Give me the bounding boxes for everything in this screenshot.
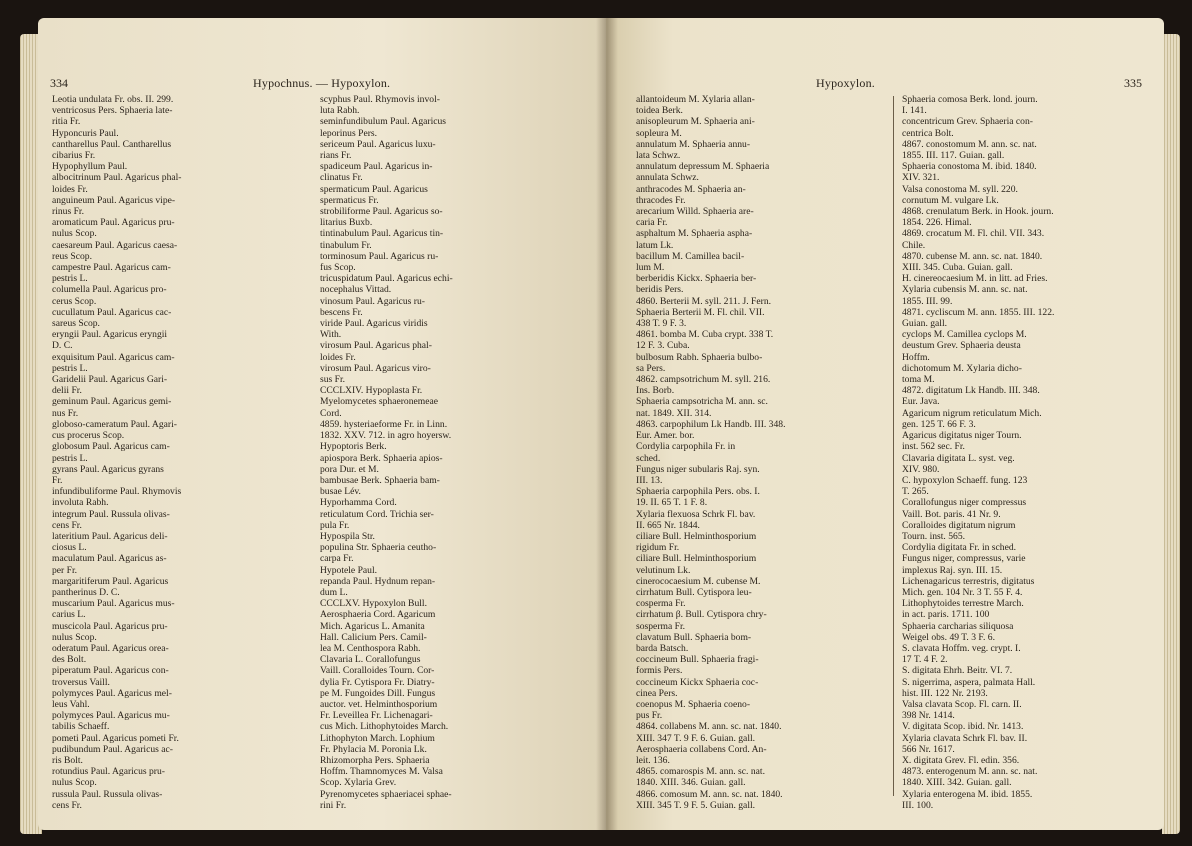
text-line: in act. paris. 1711. 100 — [902, 609, 990, 621]
text-line: Hypotele Paul. — [320, 564, 378, 576]
text-line: Agaricus digitatus niger Tourn. — [902, 430, 1022, 442]
text-line: rotundius Paul. Agaricus pru- — [52, 766, 165, 778]
text-line: sareus Scop. — [52, 318, 100, 330]
text-line: per Fr. — [52, 564, 78, 576]
text-line: Hypoptoris Berk. — [320, 441, 387, 453]
text-line: repanda Paul. Hydnum repan- — [320, 575, 436, 587]
text-line: sa Pers. — [636, 362, 666, 374]
text-line: seminfundibulum Paul. Agaricus — [320, 116, 447, 128]
text-line: CCCLXIV. Hypoplasta Fr. — [320, 385, 423, 397]
text-line: 566 Nr. 1617. — [902, 743, 955, 755]
left-page-number: 334 — [50, 76, 68, 90]
text-line: XIII. 347 T. 9 F. 6. Guian. gall. — [636, 732, 756, 744]
text-line: Xylaria enterogena M. ibid. 1855. — [902, 788, 1033, 800]
text-line: nulus Scop. — [52, 631, 97, 643]
text-line: Valsa conostoma M. syll. 220. — [902, 183, 1018, 195]
text-line: annulatum depressum M. Sphaeria — [636, 161, 770, 173]
text-line: Hypophyllum Paul. — [52, 161, 128, 173]
text-line: cerus Scop. — [52, 295, 97, 307]
text-line: Hyporhamma Cord. — [320, 497, 397, 509]
text-line: Agaricum nigrum reticulatum Mich. — [902, 407, 1042, 419]
text-line: busae Lév. — [320, 486, 361, 498]
text-line: nat. 1849. XII. 314. — [636, 407, 712, 419]
text-line: eryngii Paul. Agaricus eryngii — [52, 329, 168, 341]
text-line: pula Fr. — [320, 519, 350, 531]
text-line: 4859. hysteriaeforme Fr. in Linn. — [320, 418, 448, 430]
text-line: XIV. 321. — [902, 172, 940, 184]
text-line: Hoffm. Thamnomyces M. Valsa — [320, 766, 443, 778]
text-line: H. cinereocaesium M. in litt. ad Fries. — [902, 273, 1048, 285]
text-line: cens Fr. — [52, 799, 82, 811]
text-line: ritia Fr. — [52, 116, 81, 128]
text-line: spermaticus Fr. — [320, 194, 379, 206]
text-line: Lithophyton March. Lophium — [320, 732, 435, 744]
text-line: viride Paul. Agaricus viridis — [320, 318, 428, 330]
text-line: Xylaria clavata Schrk Fl. bav. II. — [902, 732, 1028, 744]
text-line: Vaill. Coralloides Tourn. Cor- — [320, 665, 435, 677]
text-line: thracodes Fr. — [636, 194, 686, 206]
text-line: pe M. Fungoides Dill. Fungus — [320, 687, 436, 699]
text-line: muscarium Paul. Agaricus mus- — [52, 598, 175, 610]
text-line: ciliare Bull. Helminthosporium — [636, 530, 757, 542]
text-line: 1855. III. 117. Guian. gall. — [902, 150, 1005, 162]
text-line: 4873. enterogenum M. ann. sc. nat. — [902, 766, 1038, 778]
text-line: cinea Pers. — [636, 687, 678, 699]
text-line: bulbosum Rabh. Sphaeria bulbo- — [636, 351, 763, 363]
text-line: 4863. carpophilum Lk Handb. III. 348. — [636, 418, 786, 430]
text-line: Lichenagaricus terrestris, digitatus — [902, 575, 1035, 587]
text-line: coccineum Kickx Sphaeria coc- — [636, 676, 759, 688]
text-line: sus Fr. — [320, 374, 346, 386]
text-line: reus Scop. — [52, 250, 92, 262]
right-page — [606, 18, 1164, 830]
text-line: Valsa clavata Scop. Fl. carn. II. — [902, 698, 1022, 710]
text-line: toma M. — [902, 374, 935, 386]
text-line: velutinum Lk. — [636, 564, 691, 576]
text-line: coenopus M. Sphaeria coeno- — [636, 698, 751, 710]
text-line: 1854. 226. Himal. — [902, 217, 972, 229]
text-line: Cordylia carpophila Fr. in — [636, 441, 736, 453]
text-line: XIV. 980. — [902, 463, 940, 475]
text-line: beridis Pers. — [636, 284, 684, 296]
text-line: Leotia undulata Fr. obs. II. 299. — [52, 94, 174, 105]
text-line: Xylaria flexuosa Schrk Fl. bav. — [636, 508, 756, 520]
text-line: latum Lk. — [636, 239, 674, 251]
text-line: involuta Rabh. — [52, 497, 109, 509]
text-line: II. 665 Nr. 1844. — [636, 519, 700, 531]
text-line: carius L. — [52, 609, 86, 621]
text-line: lata Schwz. — [636, 150, 681, 162]
right-page-edges — [1162, 34, 1180, 834]
text-line: scyphus Paul. Rhymovis invol- — [320, 94, 440, 105]
text-line: rians Fr. — [320, 150, 352, 162]
text-line: 17 T. 4 F. 2. — [902, 654, 948, 666]
text-line: Lithophytoides terrestre March. — [902, 598, 1024, 610]
text-line: aromaticum Paul. Agaricus pru- — [52, 217, 175, 229]
text-line: pudibundum Paul. Agaricus ac- — [52, 743, 173, 755]
text-line: tintinabulum Paul. Agaricus tin- — [320, 228, 444, 240]
left-page-column-2 — [320, 94, 582, 811]
text-line: reticulatum Cord. Trichia ser- — [320, 508, 434, 520]
left-page-column-1 — [52, 94, 304, 811]
column-divider — [893, 96, 894, 796]
text-line: pora Dur. et M. — [320, 463, 379, 475]
left-page — [38, 18, 610, 830]
text-line: litarius Buxb. — [320, 217, 373, 229]
text-line: troversus Vaill. — [52, 676, 110, 688]
text-line: cantharellus Paul. Cantharellus — [52, 138, 172, 150]
text-line: Myelomycetes sphaeronemeae — [320, 396, 439, 408]
text-line: S. digitata Ehrh. Beitr. VI. 7. — [902, 665, 1013, 677]
text-line: tabilis Schaeff. — [52, 721, 110, 733]
text-line: Chile. — [902, 239, 926, 251]
text-line: loides Fr. — [320, 351, 356, 363]
text-line: ciliare Bull. Helminthosporium — [636, 553, 757, 565]
text-line: S. clavata Hoffm. veg. crypt. I. — [902, 642, 1021, 654]
text-line: globosum Paul. Agaricus cam- — [52, 441, 170, 453]
text-line: V. digitata Scop. ibid. Nr. 1413. — [902, 721, 1024, 733]
text-line: Cordylia digitata Fr. in sched. — [902, 542, 1017, 554]
text-line: hist. III. 122 Nr. 2193. — [902, 687, 988, 699]
text-line: pus Fr. — [636, 710, 663, 722]
text-line: Pyrenomycetes sphaeriacei sphae- — [320, 788, 452, 800]
text-line: rini Fr. — [320, 799, 347, 811]
text-line: 1832. XXV. 712. in agro hoyersw. — [320, 430, 452, 442]
text-line: piperatum Paul. Agaricus con- — [52, 665, 169, 677]
text-line: sosperma Fr. — [636, 620, 686, 632]
text-line: 4866. comosum M. ann. sc. nat. 1840. — [636, 788, 783, 800]
text-line: albocitrinum Paul. Agaricus phal- — [52, 172, 182, 184]
text-line: pestris L. — [52, 362, 88, 374]
text-line: XIII. 345 T. 9 F. 5. Guian. gall. — [636, 799, 756, 811]
text-line: Hyponcuris Paul. — [52, 127, 119, 139]
text-line: nulus Scop. — [52, 228, 97, 240]
text-line: sched. — [636, 452, 661, 464]
text-line: Sphaeria carcharias siliquosa — [902, 620, 1014, 632]
text-line: geminum Paul. Agaricus gemi- — [52, 396, 172, 408]
text-line: III. 100. — [902, 799, 934, 811]
text-line: C. hypoxylon Schaeff. fung. 123 — [902, 474, 1028, 486]
text-line: CCCLXV. Hypoxylon Bull. — [320, 598, 427, 610]
text-line: muscicola Paul. Agaricus pru- — [52, 620, 168, 632]
text-line: Sphaeria carpophila Pers. obs. I. — [636, 486, 760, 498]
text-line: clavatum Bull. Sphaeria bom- — [636, 631, 752, 643]
text-line: ventricosus Pers. Sphaeria late- — [52, 105, 173, 117]
text-line: des Bolt. — [52, 654, 87, 666]
text-line: Ins. Borb. — [636, 385, 675, 397]
text-line: S. nigerrima, aspera, palmata Hall. — [902, 676, 1036, 688]
text-line: Mich. gen. 104 Nr. 3 T. 55 F. 4. — [902, 586, 1023, 598]
text-line: cirrhatum β. Bull. Cytispora chry- — [636, 609, 767, 621]
text-line: 4867. conostomum M. ann. sc. nat. — [902, 138, 1037, 150]
right-page-number: 335 — [1124, 76, 1142, 90]
text-line: 12 F. 3. Cuba. — [636, 340, 690, 352]
text-line: carpa Fr. — [320, 553, 354, 565]
text-line: lateritium Paul. Agaricus deli- — [52, 530, 168, 542]
text-line: gen. 125 T. 66 F. 3. — [902, 418, 976, 430]
text-line: loides Fr. — [52, 183, 88, 195]
text-line: 4861. bomba M. Cuba crypt. 338 T. — [636, 329, 774, 341]
text-line: annulata Schwz. — [636, 172, 699, 184]
text-line: deustum Grev. Sphaeria deusta — [902, 340, 1021, 352]
text-line: Vaill. Bot. paris. 41 Nr. 9. — [902, 508, 1001, 520]
text-line: vinosum Paul. Agaricus ru- — [320, 295, 425, 307]
text-line: virosum Paul. Agaricus phal- — [320, 340, 432, 352]
text-line: pometi Paul. Agaricus pometi Fr. — [52, 732, 179, 744]
text-line: Tourn. inst. 565. — [902, 530, 966, 542]
text-line: 4864. collabens M. ann. sc. nat. 1840. — [636, 721, 782, 733]
text-line: 4862. campsotrichum M. syll. 216. — [636, 374, 771, 386]
text-line: infundibuliforme Paul. Rhymovis — [52, 486, 182, 498]
text-line: Sphaeria comosa Berk. lond. journ. — [902, 94, 1038, 105]
text-line: 1840. XIII. 342. Guian. gall. — [902, 777, 1012, 789]
text-line: cus Mich. Lithophytoides March. — [320, 721, 449, 733]
text-line: cyclops M. Camillea cyclops M. — [902, 329, 1027, 341]
text-line: bacillum M. Camillea bacil- — [636, 250, 745, 262]
text-line: ris Bolt. — [52, 754, 83, 766]
text-line: nulus Scop. — [52, 777, 97, 789]
text-line: dichotomum M. Xylaria dicho- — [902, 362, 1022, 374]
text-line: concentricum Grev. Sphaeria con- — [902, 116, 1033, 128]
text-line: Fr. Phylacia M. Poronia Lk. — [320, 743, 427, 755]
text-line: 4870. cubense M. ann. sc. nat. 1840. — [902, 250, 1043, 262]
text-line: I. 141. — [902, 105, 927, 117]
text-line: tricuspidatum Paul. Agaricus echi- — [320, 273, 453, 285]
text-line: implexus Raj. syn. III. 15. — [902, 564, 1003, 576]
text-line: 4871. cycliscum M. ann. 1855. III. 122. — [902, 306, 1055, 318]
text-line: rigidum Fr. — [636, 542, 680, 554]
text-line: sericeum Paul. Agaricus luxu- — [320, 138, 436, 150]
text-line: Hall. Calicium Pers. Camil- — [320, 631, 427, 643]
text-line: nocephalus Vittad. — [320, 284, 392, 296]
text-line: caria Fr. — [636, 217, 668, 229]
text-line: caesareum Paul. Agaricus caesa- — [52, 239, 178, 251]
text-line: oderatum Paul. Agaricus orea- — [52, 642, 169, 654]
text-line: cosperma Fr. — [636, 598, 686, 610]
text-line: allantoideum M. Xylaria allan- — [636, 94, 755, 105]
text-line: exquisitum Paul. Agaricus cam- — [52, 351, 175, 363]
text-line: Weigel obs. 49 T. 3 F. 6. — [902, 631, 995, 643]
text-line: fus Scop. — [320, 262, 356, 274]
text-line: 1855. III. 99. — [902, 295, 953, 307]
text-line: III. 13. — [636, 474, 663, 486]
text-line: XIII. 345. Cuba. Guian. gall. — [902, 262, 1013, 274]
text-line: margaritiferum Paul. Agaricus — [52, 575, 169, 587]
text-line: integrum Paul. Russula olivas- — [52, 508, 170, 520]
text-line: dum L. — [320, 586, 348, 598]
text-line: berberidis Kickx. Sphaeria ber- — [636, 273, 757, 285]
text-line: 1840. XIII. 346. Guian. gall. — [636, 777, 746, 789]
text-line: globoso-cameratum Paul. Agari- — [52, 418, 177, 430]
text-line: Coralloides digitatum nigrum — [902, 519, 1016, 531]
text-line: Eur. Amer. bor. — [636, 430, 695, 442]
right-page-column-1 — [636, 94, 884, 811]
book-gutter — [596, 18, 618, 830]
text-line: pestris L. — [52, 452, 88, 464]
text-line: leus Vahl. — [52, 698, 90, 710]
text-line: cornutum M. vulgare Lk. — [902, 194, 999, 206]
text-line: polymyces Paul. Agaricus mu- — [52, 710, 170, 722]
text-line: cucullatum Paul. Agaricus cac- — [52, 306, 172, 318]
text-line: T. 265. — [902, 486, 929, 498]
left-running-head: Hypochnus. — Hypoxylon. — [253, 76, 391, 90]
text-line: Mich. Agaricus L. Amanita — [320, 620, 425, 632]
text-line: auctor. vet. Helminthosporium — [320, 698, 438, 710]
text-line: bescens Fr. — [320, 306, 363, 318]
text-line: virosum Paul. Agaricus viro- — [320, 362, 431, 374]
text-line: D. C. — [52, 340, 73, 352]
text-line: russula Paul. Russula olivas- — [52, 788, 163, 800]
text-line: arecarium Willd. Sphaeria are- — [636, 206, 754, 218]
text-line: anthracodes M. Sphaeria an- — [636, 183, 746, 195]
text-line: toidea Berk. — [636, 105, 683, 117]
text-line: ciosus L. — [52, 542, 87, 554]
text-line: 4860. Berterii M. syll. 211. J. Fern. — [636, 295, 772, 307]
text-line: strobiliforme Paul. Agaricus so- — [320, 206, 443, 218]
text-line: Eur. Java. — [902, 396, 940, 408]
text-line: 4869. crocatum M. Fl. chil. VII. 343. — [902, 228, 1045, 240]
text-line: polymyces Paul. Agaricus mel- — [52, 687, 172, 699]
text-line: Rhizomorpha Pers. Sphaeria — [320, 754, 430, 766]
text-line: bambusae Berk. Sphaeria bam- — [320, 474, 440, 486]
text-line: pestris L. — [52, 273, 88, 285]
text-line: cibarius Fr. — [52, 150, 96, 162]
text-line: cirrhatum Bull. Cytispora leu- — [636, 586, 752, 598]
text-line: Clavaria L. Corallofungus — [320, 654, 421, 666]
text-line: tinabulum Fr. — [320, 239, 372, 251]
text-line: inst. 562 sec. Fr. — [902, 441, 965, 453]
right-running-head: Hypoxylon. — [816, 76, 875, 90]
text-line: Cord. — [320, 407, 342, 419]
text-line: leporinus Pers. — [320, 127, 378, 139]
text-line: Sphaeria conostoma M. ibid. 1840. — [902, 161, 1037, 173]
text-line: gyrans Paul. Agaricus gyrans — [52, 463, 164, 475]
text-line: barda Batsch. — [636, 642, 689, 654]
text-line: Sphaeria Berterii M. Fl. chil. VII. — [636, 306, 765, 318]
text-line: sopleura M. — [636, 127, 682, 139]
text-line: Hypospila Str. — [320, 530, 375, 542]
text-line: anguineum Paul. Agaricus vipe- — [52, 194, 176, 206]
text-line: 4872. digitatum Lk Handb. III. 348. — [902, 385, 1040, 397]
text-line: With. — [320, 329, 342, 341]
text-line: Guian. gall. — [902, 318, 948, 330]
text-line: nus Fr. — [52, 407, 79, 419]
text-line: Xylaria cubensis M. ann. sc. nat. — [902, 284, 1028, 296]
text-line: Scop. Xylaria Grev. — [320, 777, 397, 789]
text-line: clinatus Fr. — [320, 172, 363, 184]
text-line: Fr. Leveillea Fr. Lichenagari- — [320, 710, 433, 722]
text-line: delii Fr. — [52, 385, 82, 397]
text-line: luta Rabh. — [320, 105, 360, 117]
text-line: anisopleurum M. Sphaeria ani- — [636, 116, 755, 128]
text-line: torminosum Paul. Agaricus ru- — [320, 250, 439, 262]
text-line: columella Paul. Agaricus pro- — [52, 284, 167, 296]
text-line: dylia Fr. Cytispora Fr. Diatry- — [320, 676, 435, 688]
text-line: lum M. — [636, 262, 665, 274]
text-line: 4868. crenulatum Berk. in Hook. journ. — [902, 206, 1054, 218]
open-book — [20, 18, 1180, 838]
text-line: Hoffm. — [902, 351, 930, 363]
text-line: campestre Paul. Agaricus cam- — [52, 262, 171, 274]
right-page-column-2 — [902, 94, 1142, 811]
text-line: rinus Fr. — [52, 206, 84, 218]
text-line: lea M. Centhospora Rabh. — [320, 642, 421, 654]
text-line: 438 T. 9 F. 3. — [636, 318, 687, 330]
text-line: Corallofungus niger compressus — [902, 497, 1027, 509]
text-line: centrica Bolt. — [902, 127, 954, 139]
text-line: formis Pers. — [636, 665, 683, 677]
text-line: 4865. comarospis M. ann. sc. nat. — [636, 766, 765, 778]
text-line: 398 Nr. 1414. — [902, 710, 955, 722]
text-line: asphaltum M. Sphaeria aspha- — [636, 228, 753, 240]
text-line: apiospora Berk. Sphaeria apios- — [320, 452, 443, 464]
text-line: Fungus niger subularis Raj. syn. — [636, 463, 760, 475]
text-line: spadiceum Paul. Agaricus in- — [320, 161, 433, 173]
text-line: Fr. — [52, 474, 63, 486]
text-line: maculatum Paul. Agaricus as- — [52, 553, 167, 565]
text-line: spermaticum Paul. Agaricus — [320, 183, 428, 195]
text-line: Fungus niger, compressus, varie — [902, 553, 1026, 565]
text-line: Aerosphaeria collabens Cord. An- — [636, 743, 767, 755]
text-line: Sphaeria campsotricha M. ann. sc. — [636, 396, 768, 408]
text-line: Clavaria digitata L. syst. veg. — [902, 452, 1015, 464]
text-line: cinerococaesium M. cubense M. — [636, 575, 761, 587]
text-line: populina Str. Sphaeria ceutho- — [320, 542, 437, 554]
text-line: pantherinus D. C. — [52, 586, 120, 598]
text-line: X. digitata Grev. Fl. edin. 356. — [902, 754, 1020, 766]
text-line: Garidelii Paul. Agaricus Gari- — [52, 374, 168, 386]
text-line: 19. II. 65 T. 1 F. 8. — [636, 497, 708, 509]
text-line: cens Fr. — [52, 519, 82, 531]
text-line: leit. 136. — [636, 754, 670, 766]
text-line: annulatum M. Sphaeria annu- — [636, 138, 751, 150]
text-line: Aerosphaeria Cord. Agaricum — [320, 609, 436, 621]
text-line: cus procerus Scop. — [52, 430, 125, 442]
text-line: coccineum Bull. Sphaeria fragi- — [636, 654, 759, 666]
